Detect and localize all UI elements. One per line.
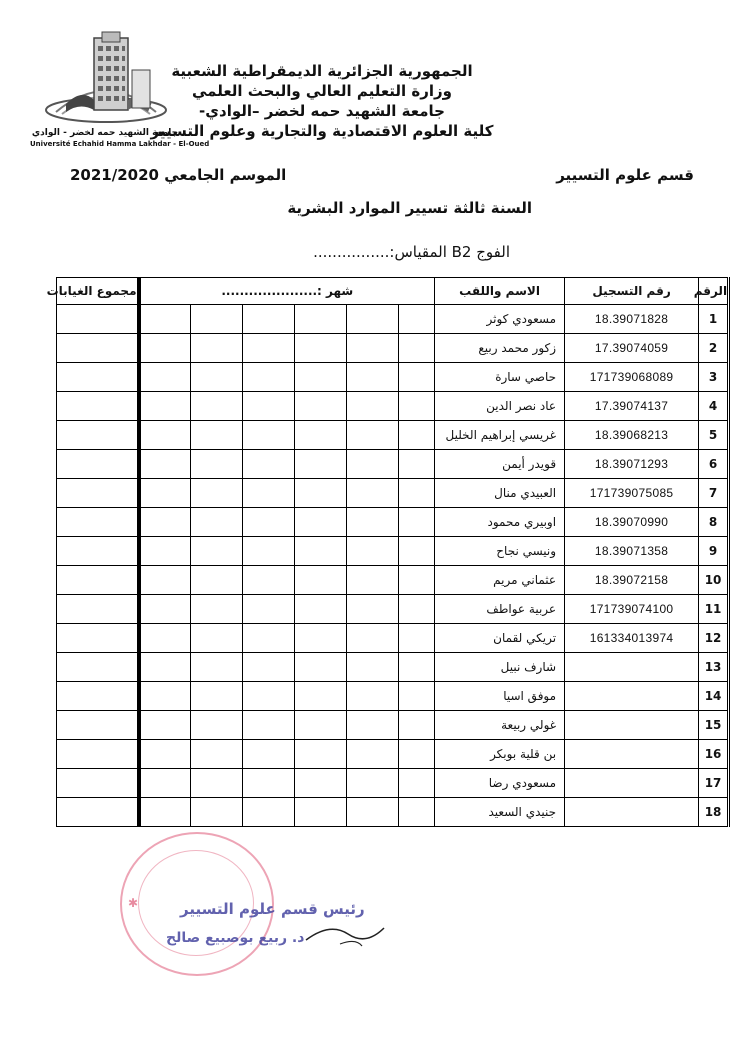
attendance-cell[interactable] bbox=[243, 682, 295, 711]
attendance-cell[interactable] bbox=[139, 566, 191, 595]
department-label: قسم علوم التسيير bbox=[556, 166, 694, 184]
attendance-cell[interactable] bbox=[347, 798, 399, 827]
attendance-cell[interactable] bbox=[243, 653, 295, 682]
table-row bbox=[57, 363, 729, 392]
registration-number: 18.39071358 bbox=[565, 537, 699, 566]
attendance-cell[interactable] bbox=[347, 508, 399, 537]
attendance-cell[interactable] bbox=[295, 595, 347, 624]
attendance-cell[interactable] bbox=[139, 450, 191, 479]
table-row bbox=[57, 624, 729, 653]
attendance-cell[interactable] bbox=[295, 392, 347, 421]
attendance-cell[interactable] bbox=[139, 334, 191, 363]
attendance-cell[interactable] bbox=[295, 624, 347, 653]
student-name: جنيدي السعيد bbox=[435, 798, 565, 827]
table-row bbox=[57, 392, 729, 421]
attendance-cell[interactable] bbox=[191, 566, 243, 595]
attendance-cell[interactable] bbox=[243, 624, 295, 653]
handwritten-signature bbox=[300, 910, 390, 950]
row-number: 7 bbox=[699, 479, 729, 508]
attendance-cell[interactable] bbox=[243, 537, 295, 566]
absence-total-cell[interactable] bbox=[57, 566, 139, 595]
attendance-cell[interactable] bbox=[399, 798, 435, 827]
attendance-cell[interactable] bbox=[295, 421, 347, 450]
attendance-cell[interactable] bbox=[399, 508, 435, 537]
attendance-cell[interactable] bbox=[295, 450, 347, 479]
attendance-cell[interactable] bbox=[191, 653, 243, 682]
registration-number bbox=[565, 740, 699, 769]
year-label: السنة ثالثة تسيير الموارد البشرية bbox=[287, 199, 532, 217]
logo-caption-latin: Université Echahid Hamma Lakhdar - El-Oued bbox=[30, 140, 210, 148]
row-number: 13 bbox=[699, 653, 729, 682]
row-number: 17 bbox=[699, 769, 729, 798]
header-number: الرقم bbox=[699, 278, 729, 305]
attendance-cell[interactable] bbox=[347, 363, 399, 392]
attendance-cell[interactable] bbox=[243, 363, 295, 392]
attendance-cell[interactable] bbox=[347, 421, 399, 450]
signature-title: رئيس قسم علوم التسيير bbox=[180, 900, 365, 918]
table-row bbox=[57, 450, 729, 479]
registration-number bbox=[565, 711, 699, 740]
table-row bbox=[57, 740, 729, 769]
attendance-cell[interactable] bbox=[295, 769, 347, 798]
table-row bbox=[57, 798, 729, 827]
attendance-cell[interactable] bbox=[399, 740, 435, 769]
student-name: اوبيري محمود bbox=[435, 508, 565, 537]
row-number: 6 bbox=[699, 450, 729, 479]
header-name: الاسم واللقب bbox=[435, 278, 565, 305]
student-name: شارف نبيل bbox=[435, 653, 565, 682]
attendance-cell[interactable] bbox=[347, 305, 399, 334]
attendance-cell[interactable] bbox=[191, 363, 243, 392]
attendance-cell[interactable] bbox=[243, 740, 295, 769]
row-number: 1 bbox=[699, 305, 729, 334]
absence-total-cell[interactable] bbox=[57, 537, 139, 566]
attendance-cell[interactable] bbox=[243, 566, 295, 595]
attendance-cell[interactable] bbox=[347, 392, 399, 421]
attendance-cell[interactable] bbox=[139, 537, 191, 566]
attendance-cell[interactable] bbox=[347, 711, 399, 740]
student-name: زكور محمد ربيع bbox=[435, 334, 565, 363]
table-row bbox=[57, 421, 729, 450]
table-row bbox=[57, 537, 729, 566]
attendance-cell[interactable] bbox=[399, 363, 435, 392]
row-number: 16 bbox=[699, 740, 729, 769]
attendance-cell[interactable] bbox=[347, 334, 399, 363]
attendance-cell[interactable] bbox=[295, 653, 347, 682]
attendance-cell[interactable] bbox=[139, 508, 191, 537]
attendance-cell[interactable] bbox=[399, 682, 435, 711]
attendance-cell[interactable] bbox=[295, 479, 347, 508]
attendance-cell[interactable] bbox=[295, 798, 347, 827]
student-name: بن قلية بوبكر bbox=[435, 740, 565, 769]
registration-number: 17.39074137 bbox=[565, 392, 699, 421]
attendance-cell[interactable] bbox=[243, 392, 295, 421]
row-number: 8 bbox=[699, 508, 729, 537]
student-name: ونيسي نجاح bbox=[435, 537, 565, 566]
registration-number: 171739075085 bbox=[565, 479, 699, 508]
header-line-ministry: وزارة التعليم العالي والبحث العلمي bbox=[191, 82, 453, 100]
attendance-cell[interactable] bbox=[295, 682, 347, 711]
attendance-cell[interactable] bbox=[295, 363, 347, 392]
attendance-cell[interactable] bbox=[399, 479, 435, 508]
table-row bbox=[57, 508, 729, 537]
registration-number: 18.39070990 bbox=[565, 508, 699, 537]
attendance-cell[interactable] bbox=[139, 392, 191, 421]
attendance-cell[interactable] bbox=[139, 624, 191, 653]
absence-total-cell[interactable] bbox=[57, 392, 139, 421]
attendance-cell[interactable] bbox=[295, 305, 347, 334]
attendance-cell[interactable] bbox=[139, 740, 191, 769]
absence-total-cell[interactable] bbox=[57, 624, 139, 653]
attendance-cell[interactable] bbox=[139, 363, 191, 392]
attendance-cell[interactable] bbox=[191, 711, 243, 740]
attendance-cell[interactable] bbox=[243, 479, 295, 508]
attendance-cell[interactable] bbox=[399, 537, 435, 566]
row-number: 11 bbox=[699, 595, 729, 624]
attendance-cell[interactable] bbox=[139, 798, 191, 827]
attendance-cell[interactable] bbox=[243, 595, 295, 624]
row-number: 18 bbox=[699, 798, 729, 827]
attendance-cell[interactable] bbox=[139, 653, 191, 682]
registration-number bbox=[565, 798, 699, 827]
table-row bbox=[57, 479, 729, 508]
registration-number: 18.39072158 bbox=[565, 566, 699, 595]
attendance-cell[interactable] bbox=[399, 450, 435, 479]
attendance-cell[interactable] bbox=[191, 682, 243, 711]
attendance-cell[interactable] bbox=[399, 711, 435, 740]
student-name: العبيدي منال bbox=[435, 479, 565, 508]
attendance-cell[interactable] bbox=[347, 769, 399, 798]
registration-number bbox=[565, 653, 699, 682]
attendance-cell[interactable] bbox=[347, 537, 399, 566]
table-row bbox=[57, 334, 729, 363]
header-registration: رقم التسجيل bbox=[565, 278, 699, 305]
absence-total-cell[interactable] bbox=[57, 305, 139, 334]
attendance-cell[interactable] bbox=[347, 624, 399, 653]
attendance-cell[interactable] bbox=[347, 479, 399, 508]
absence-total-cell[interactable] bbox=[57, 363, 139, 392]
student-name: عربية عواطف bbox=[435, 595, 565, 624]
absence-total-cell[interactable] bbox=[57, 508, 139, 537]
attendance-cell[interactable] bbox=[399, 566, 435, 595]
attendance-cell[interactable] bbox=[399, 334, 435, 363]
row-number: 10 bbox=[699, 566, 729, 595]
attendance-cell[interactable] bbox=[399, 595, 435, 624]
registration-number: 18.39071293 bbox=[565, 450, 699, 479]
student-name: عثماني مريم bbox=[435, 566, 565, 595]
header-line-university: جامعة الشهيد حمه لخضر –الوادي- bbox=[199, 102, 445, 120]
attendance-cell[interactable] bbox=[347, 595, 399, 624]
attendance-cell[interactable] bbox=[347, 653, 399, 682]
header-line-faculty: كلية العلوم الاقتصادية والتجارية وعلوم التسيير bbox=[150, 122, 494, 140]
table-row bbox=[57, 653, 729, 682]
row-number: 3 bbox=[699, 363, 729, 392]
attendance-cell[interactable] bbox=[191, 421, 243, 450]
attendance-cell[interactable] bbox=[191, 595, 243, 624]
row-number: 5 bbox=[699, 421, 729, 450]
attendance-cell[interactable] bbox=[243, 334, 295, 363]
attendance-cell[interactable] bbox=[347, 740, 399, 769]
stamp-star-icon: ✱ bbox=[128, 896, 139, 910]
season-label: الموسم الجامعي 2021/2020 bbox=[70, 166, 287, 184]
row-number: 14 bbox=[699, 682, 729, 711]
attendance-table bbox=[46, 277, 730, 827]
absence-total-cell[interactable] bbox=[57, 595, 139, 624]
table-row bbox=[57, 682, 729, 711]
table-row bbox=[57, 711, 729, 740]
attendance-cell[interactable] bbox=[139, 711, 191, 740]
absence-total-cell[interactable] bbox=[57, 682, 139, 711]
attendance-cell[interactable] bbox=[295, 740, 347, 769]
signature-name: د. ربيع بوصبيع صالح bbox=[166, 930, 305, 946]
attendance-cell[interactable] bbox=[139, 682, 191, 711]
attendance-cell[interactable] bbox=[191, 479, 243, 508]
attendance-cell[interactable] bbox=[347, 682, 399, 711]
table-row bbox=[57, 305, 729, 334]
student-name: موفق اسيا bbox=[435, 682, 565, 711]
student-name: مسعودي كوثر bbox=[435, 305, 565, 334]
row-number: 2 bbox=[699, 334, 729, 363]
header-absences: مجموع الغيابات bbox=[57, 278, 139, 305]
attendance-cell[interactable] bbox=[295, 566, 347, 595]
student-name: حاصي سارة bbox=[435, 363, 565, 392]
registration-number: 17.39074059 bbox=[565, 334, 699, 363]
registration-number: 171739074100 bbox=[565, 595, 699, 624]
row-number: 9 bbox=[699, 537, 729, 566]
absence-total-cell[interactable] bbox=[57, 798, 139, 827]
attendance-cell[interactable] bbox=[191, 334, 243, 363]
attendance-cell[interactable] bbox=[347, 450, 399, 479]
attendance-cell[interactable] bbox=[191, 537, 243, 566]
attendance-cell[interactable] bbox=[191, 392, 243, 421]
absence-total-cell[interactable] bbox=[57, 769, 139, 798]
table-row bbox=[57, 769, 729, 798]
attendance-cell[interactable] bbox=[191, 450, 243, 479]
registration-number bbox=[565, 769, 699, 798]
group-label: الفوج B2 المقياس:................ bbox=[313, 243, 510, 261]
attendance-cell[interactable] bbox=[295, 334, 347, 363]
header-month: شهر :..................... bbox=[139, 278, 435, 305]
student-name: قويدر أيمن bbox=[435, 450, 565, 479]
attendance-cell[interactable] bbox=[243, 769, 295, 798]
attendance-cell[interactable] bbox=[191, 740, 243, 769]
attendance-cell[interactable] bbox=[243, 711, 295, 740]
absence-total-cell[interactable] bbox=[57, 421, 139, 450]
attendance-cell[interactable] bbox=[243, 508, 295, 537]
registration-number bbox=[565, 682, 699, 711]
table-row bbox=[57, 566, 729, 595]
table-row bbox=[57, 595, 729, 624]
registration-number: 171739068089 bbox=[565, 363, 699, 392]
attendance-cell[interactable] bbox=[139, 479, 191, 508]
attendance-cell[interactable] bbox=[243, 305, 295, 334]
attendance-cell[interactable] bbox=[243, 450, 295, 479]
header-line-republic: الجمهورية الجزائرية الديمقراطية الشعبية bbox=[171, 62, 473, 80]
attendance-cell[interactable] bbox=[399, 421, 435, 450]
attendance-cell[interactable] bbox=[243, 798, 295, 827]
attendance-cell[interactable] bbox=[139, 769, 191, 798]
attendance-cell[interactable] bbox=[191, 305, 243, 334]
attendance-cell[interactable] bbox=[347, 566, 399, 595]
attendance-cell[interactable] bbox=[399, 769, 435, 798]
absence-total-cell[interactable] bbox=[57, 653, 139, 682]
registration-number: 161334013974 bbox=[565, 624, 699, 653]
student-name: عاد نصر الدين bbox=[435, 392, 565, 421]
attendance-cell[interactable] bbox=[191, 798, 243, 827]
attendance-cell[interactable] bbox=[399, 653, 435, 682]
absence-total-cell[interactable] bbox=[57, 740, 139, 769]
logo-caption bbox=[30, 128, 210, 150]
attendance-cell[interactable] bbox=[399, 624, 435, 653]
attendance-cell[interactable] bbox=[191, 624, 243, 653]
attendance-cell[interactable] bbox=[191, 508, 243, 537]
attendance-cell[interactable] bbox=[191, 769, 243, 798]
row-number: 12 bbox=[699, 624, 729, 653]
attendance-cell[interactable] bbox=[139, 421, 191, 450]
attendance-cell[interactable] bbox=[243, 421, 295, 450]
attendance-cell[interactable] bbox=[399, 305, 435, 334]
attendance-cell[interactable] bbox=[399, 392, 435, 421]
registration-number: 18.39068213 bbox=[565, 421, 699, 450]
registration-number: 18.39071828 bbox=[565, 305, 699, 334]
student-name: غولي ربيعة bbox=[435, 711, 565, 740]
table-header-row bbox=[57, 278, 729, 305]
attendance-cell[interactable] bbox=[295, 508, 347, 537]
student-name: غريسي إبراهيم الخليل bbox=[435, 421, 565, 450]
absence-total-cell[interactable] bbox=[57, 711, 139, 740]
attendance-cell[interactable] bbox=[139, 595, 191, 624]
absence-total-cell[interactable] bbox=[57, 450, 139, 479]
attendance-cell[interactable] bbox=[139, 305, 191, 334]
student-name: تريكي لقمان bbox=[435, 624, 565, 653]
row-number: 15 bbox=[699, 711, 729, 740]
logo-caption-arabic: جامعة الشهيد حمه لخضر - الوادي bbox=[31, 128, 179, 138]
row-number: 4 bbox=[699, 392, 729, 421]
absence-total-cell[interactable] bbox=[57, 334, 139, 363]
attendance-cell[interactable] bbox=[295, 711, 347, 740]
attendance-cell[interactable] bbox=[295, 537, 347, 566]
absence-total-cell[interactable] bbox=[57, 479, 139, 508]
student-name: مسعودي رضا bbox=[435, 769, 565, 798]
